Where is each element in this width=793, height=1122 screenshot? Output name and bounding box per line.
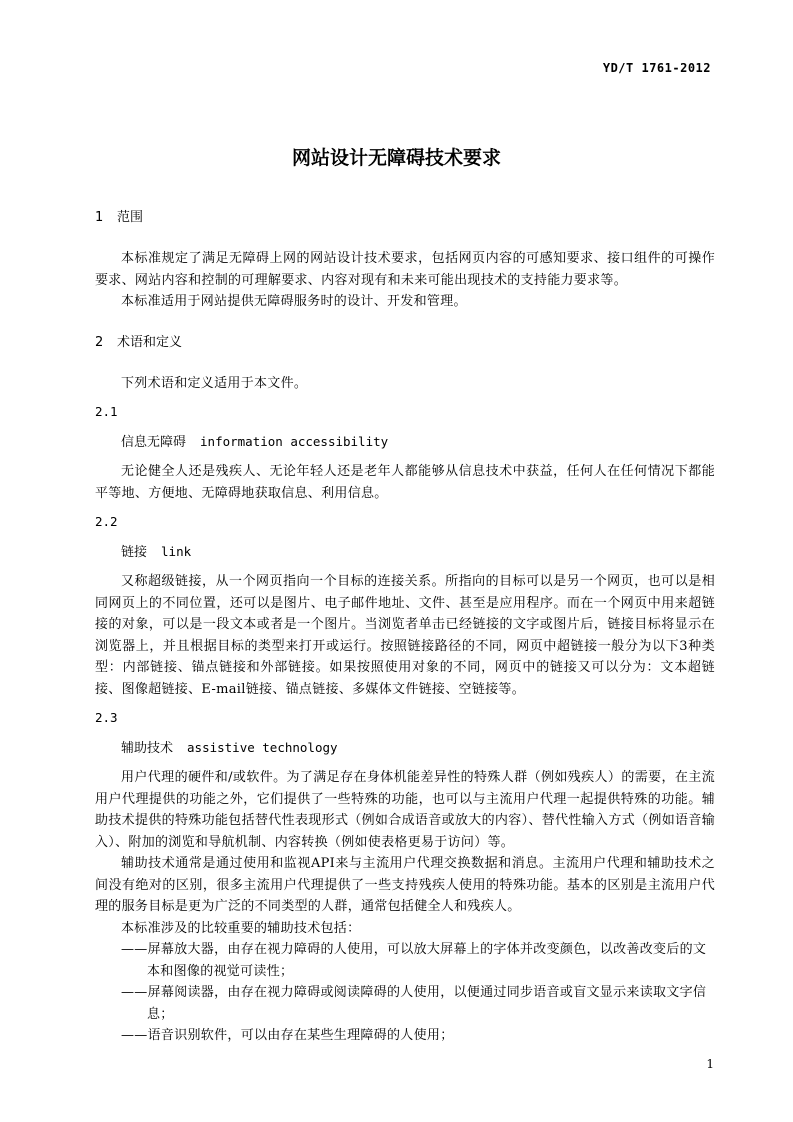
section-title: 范围 — [117, 210, 144, 225]
term-en: information accessibility — [200, 434, 389, 449]
section-number: 1 — [95, 210, 104, 225]
term-en: link — [161, 544, 192, 559]
document-body — [95, 208, 715, 1047]
paragraph: 辅助技术通常是通过使用和监视API来与主流用户代理交换数据和消息。主流用户代理和辅助技术之间没有绝对的区别，很多主流用户代理提供了一些支持残疾人使用的特殊功能。基本的区别是主流用户代理的服务目标是更为广泛的不同类型的人群，通常包括健全人和残疾人。 — [95, 856, 715, 914]
term-zh: 信息无障碍 — [121, 435, 187, 450]
term-zh: 链接 — [121, 545, 148, 560]
section-title: 术语和定义 — [117, 334, 183, 350]
term-en: assistive technology — [187, 740, 338, 755]
paragraph: 无论健全人还是残疾人、无论年轻人还是老年人都能够从信息技术中获益，任何人在任何情况下都能平等地、方便地、无障碍地获取信息、利用信息。 — [95, 464, 715, 501]
list-item: ——屏幕阅读器，由存在视力障碍或阅读障碍的人使用，以便通过同步语音或盲文显示来读取文字信息； — [121, 985, 707, 1022]
subsection-number: 2.2 — [95, 514, 118, 529]
paragraph: 本标准适用于网站提供无障碍服务时的设计、开发和管理。 — [121, 294, 467, 309]
paragraph: 下列术语和定义适用于本文件。 — [121, 375, 308, 391]
paragraph: 用户代理的硬件和/或软件。为了满足存在身体机能差异性的特殊人群（例如残疾人）的需要，在主流用户代理提供的功能之外，它们提供了一些特殊的功能，也可以与主流用户代理一起提供特殊的功能。辅助技术提供的特殊功能包括替代性表现形式（例如合成语音或放大的内容）、替代性输入方式（例如语音输入）、附加的浏览和导航机制、内容转换（例如使表格更易于访问）等。 — [95, 770, 715, 850]
term-zh: 辅助技术 — [121, 741, 174, 756]
subsection-number: 2.1 — [95, 404, 118, 419]
section-number: 2 — [95, 334, 104, 350]
list-item: ——屏幕放大器，由存在视力障碍的人使用，可以放大屏幕上的字体并改变颜色，以改善改变后的文本和图像的视觉可读性； — [121, 942, 707, 979]
paragraph: 本标准规定了满足无障碍上网的网站设计技术要求，包括网页内容的可感知要求、接口组件的可操作要求、网站内容和控制的可理解要求、内容对现有和未来可能出现技术的支持能力要求等。 — [95, 251, 715, 288]
term-heading — [95, 738, 715, 759]
paragraph: 本标准涉及的比较重要的辅助技术包括： — [121, 920, 361, 936]
standard-id: YD/T 1761-2012 — [602, 61, 711, 75]
section-1-heading — [95, 208, 715, 228]
page-title: 网站设计无障碍技术要求 — [291, 147, 501, 169]
term-heading — [95, 542, 715, 563]
list-item: ——语音识别软件，可以由存在某些生理障碍的人使用； — [121, 1028, 454, 1043]
page-number: 1 — [706, 1057, 714, 1071]
section-2-heading — [95, 333, 715, 353]
subsection-number: 2.3 — [95, 710, 118, 725]
paragraph: 又称超级链接，从一个网页指向一个目标的连接关系。所指向的目标可以是另一个网页，也可以是相同网页上的不同位置，还可以是图片、电子邮件地址、文件、甚至是应用程序。而在一个网页中用来超链接的对象，可以是一段文本或者是一个图片。当浏览者单击已经链接的文字或图片后，链接目标将显示在浏览器上，并且根据目标的类型来打开或运行。按照链接路径的不同，网页中超链接一般分为以下3种类型：内部链接、锚点链接和外部链接。如果按照使用对象的不同，网页中的链接又可以分为：文本超链接、图像超链接、E-mail链接、锚点链接、多媒体文件链接、空链接等。 — [95, 574, 715, 697]
term-heading — [95, 432, 715, 453]
